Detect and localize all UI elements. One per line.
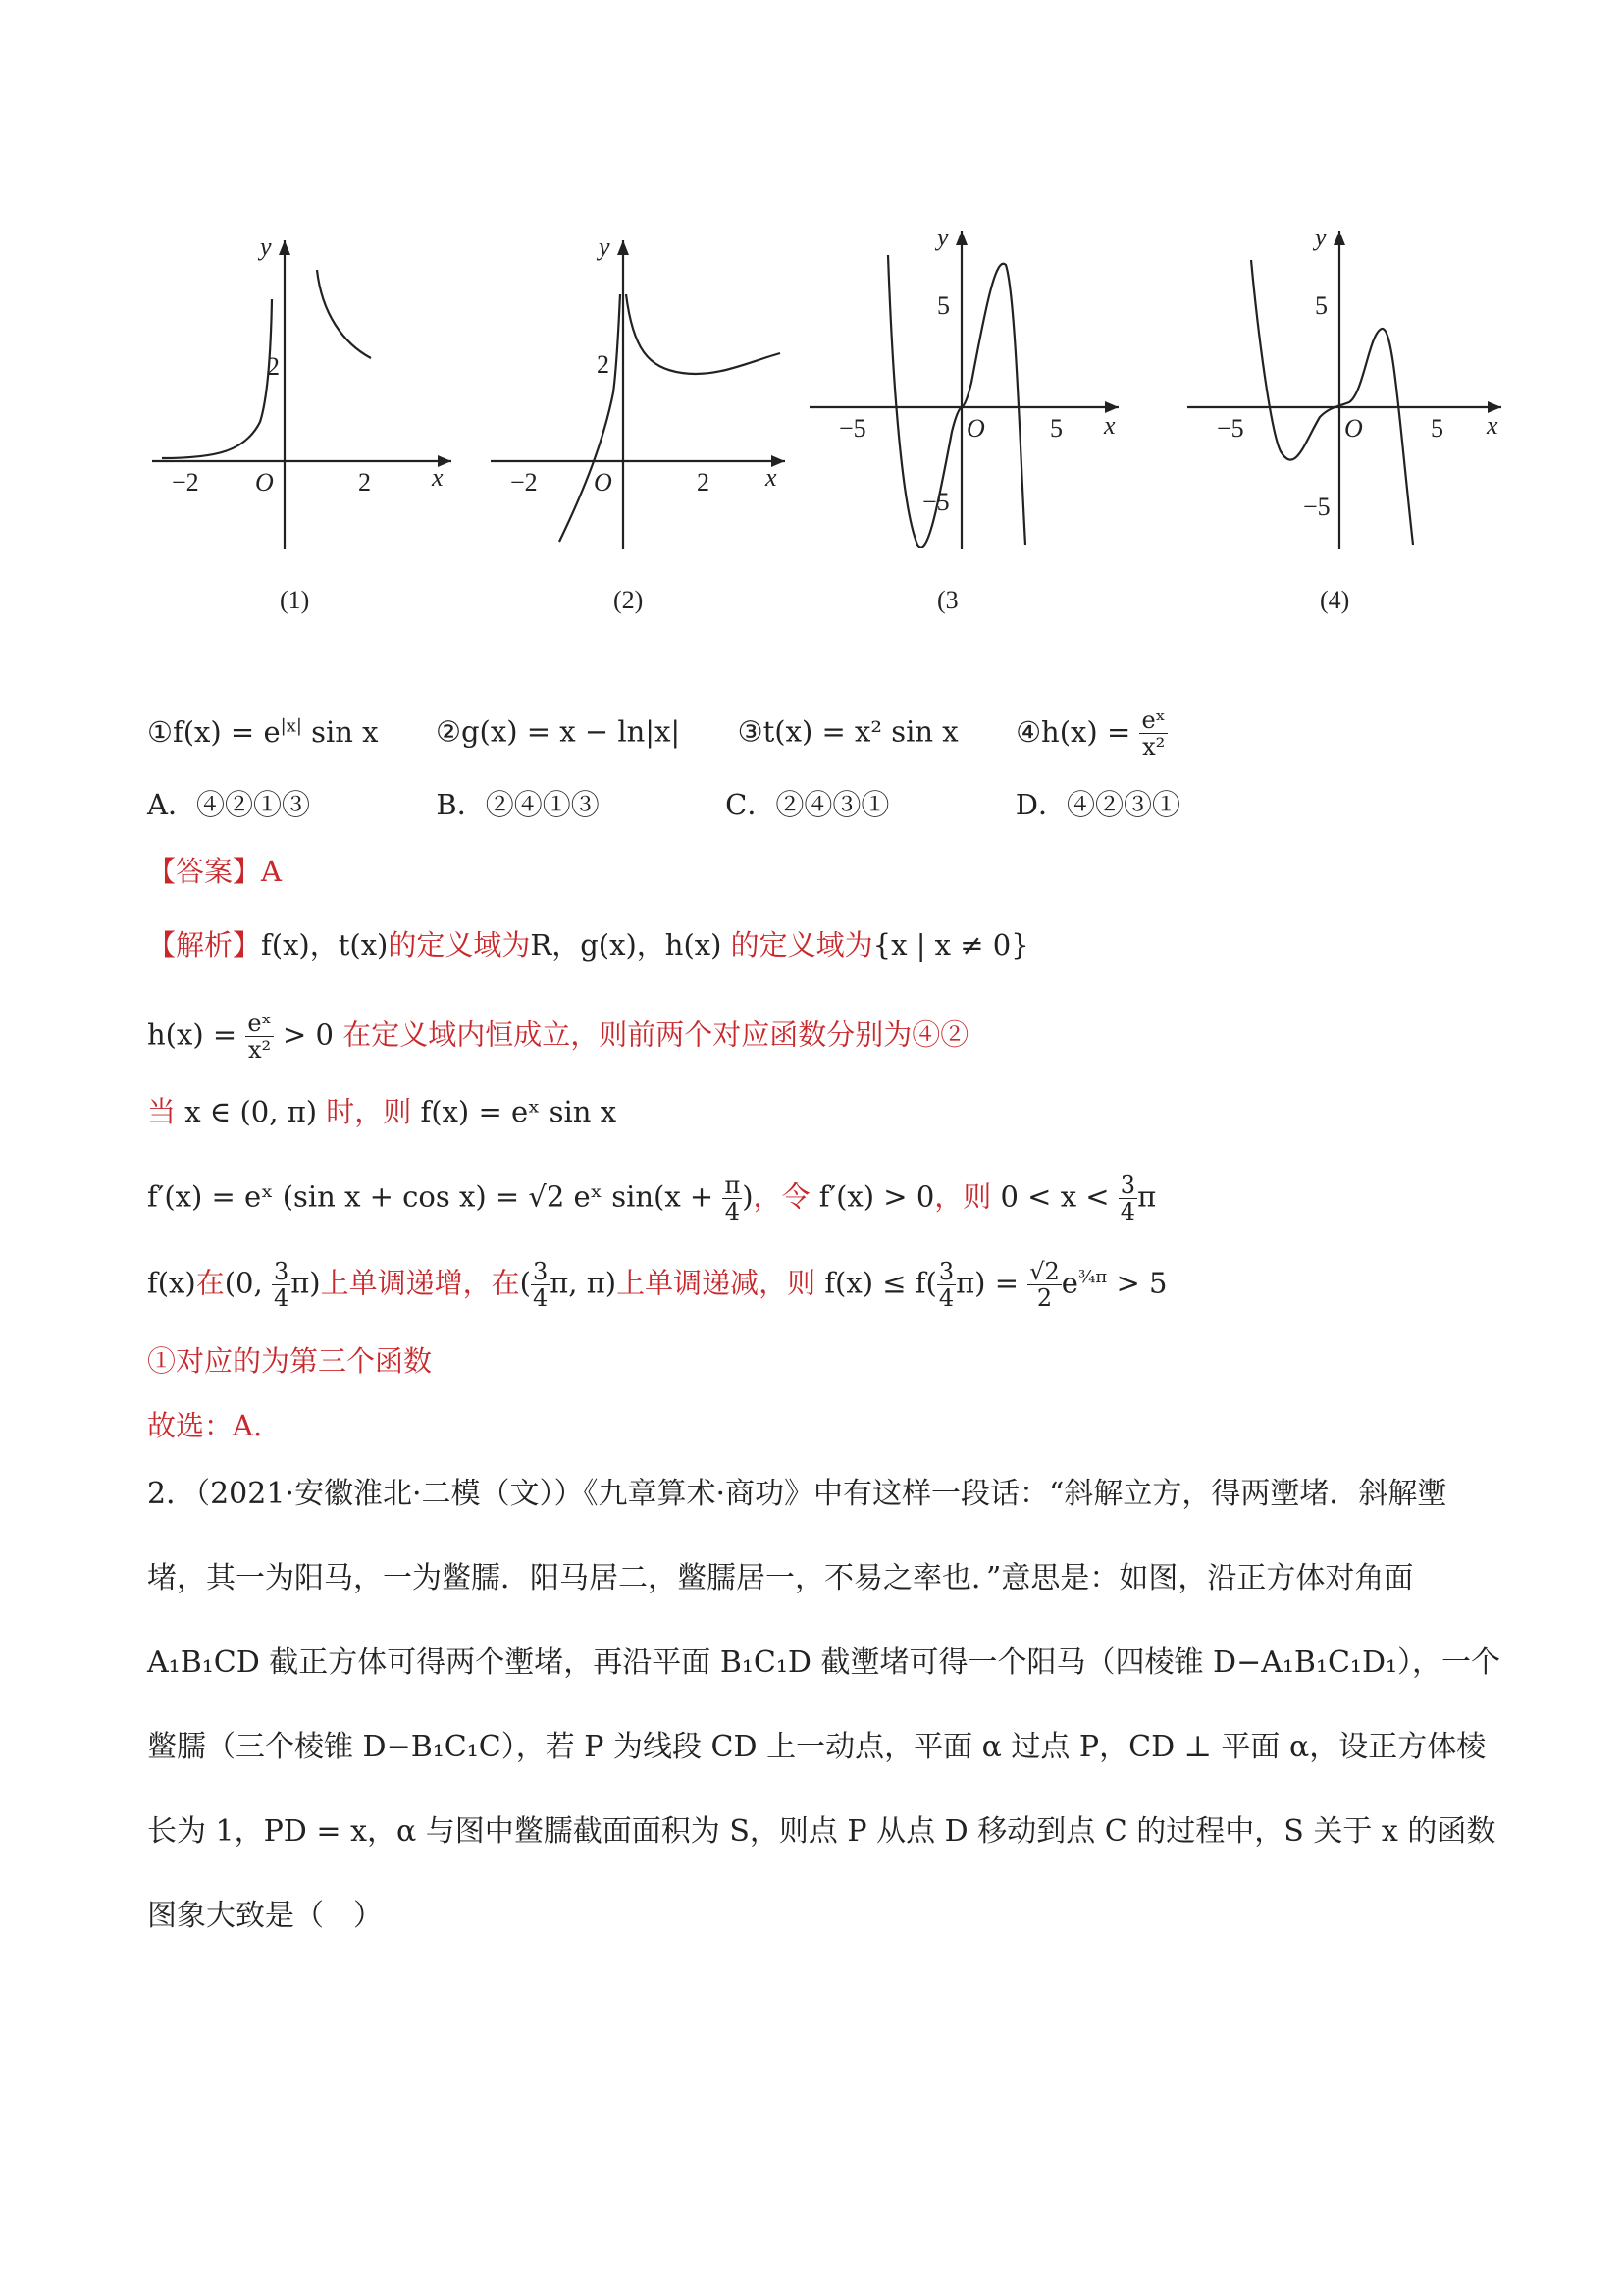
analysis-line-5: f(x)在(0, $\frac{3}{4}$ π)上单调递增，在( $\frac{3}{4}$ π, π)上单调递减，则 f(x) ≤ f( $\frac{3}{4}$ π) = $\frac{√2}{2}$ $e^{\frac{3}{4}\pi} > 5$	[147, 1258, 1168, 1313]
graph-4-tick-neg: −5	[1217, 414, 1244, 443]
analysis-conclusion: 故选：A.	[147, 1409, 263, 1442]
graph-4-tick-y-neg: −5	[1303, 493, 1331, 521]
answer	[147, 852, 282, 891]
graph-4-origin: O	[1344, 414, 1363, 443]
function-list	[147, 706, 1168, 759]
graph-2-y-label: y	[599, 233, 610, 261]
graph-3-tick-y-pos: 5	[937, 291, 950, 320]
function-1: ①f(x) = $e^{|x|}$ sin x	[147, 714, 379, 749]
analysis-line-1: 【解析】f(x)，t(x)的定义域为R，g(x)，h(x) 的定义域为{x | x ≠ 0}	[147, 928, 1029, 962]
graph-4-x-label: x	[1487, 411, 1498, 440]
answer-label: 【答案】	[147, 855, 262, 888]
analysis-line-6: ①对应的为第三个函数	[147, 1344, 433, 1378]
function-2: ②g(x) = x − ln|x|	[435, 714, 681, 749]
graph-4	[1187, 231, 1501, 549]
option-c[interactable]: C．②④③①	[725, 788, 890, 821]
graph-2-x-label: x	[765, 463, 777, 492]
graph-3-y-label: y	[937, 223, 949, 251]
graph-1-origin: O	[255, 468, 274, 496]
graph-1-x-label: x	[432, 463, 444, 492]
graph-3	[810, 231, 1119, 549]
function-graphs	[137, 216, 1531, 628]
option-d[interactable]: D．④②③①	[1015, 788, 1181, 821]
graph-3-caption: (3	[937, 586, 959, 614]
option-a[interactable]: A．④②①③	[147, 788, 310, 821]
graph-3-origin: O	[967, 414, 985, 443]
function-4: ④h(x) = $\frac{\text{eˣ}}{\text{x²}}$	[1016, 706, 1166, 761]
options	[147, 785, 1180, 824]
graph-4-tick-y-pos: 5	[1315, 291, 1328, 320]
graph-1-tick-pos: 2	[358, 468, 371, 496]
graph-1-caption: (1)	[280, 586, 310, 614]
analysis-line-4: f′(x) = eˣ (sin x + cos x) = √2 eˣ sin(x + $\frac{\pi}{4}$ )，令 f′(x) > 0，则 0 < x < $\frac{3}{4}$ π	[147, 1172, 1157, 1226]
graph-2-tick-neg: −2	[510, 468, 538, 496]
graph-1-y-label: y	[260, 233, 272, 261]
graph-2-tick-y: 2	[597, 350, 609, 379]
graph-2	[491, 240, 785, 549]
graph-1-tick-y: 2	[267, 352, 280, 381]
graph-4-caption: (4)	[1320, 586, 1350, 614]
function-3: ③t(x) = x² sin x	[737, 714, 959, 749]
graph-3-tick-neg: −5	[839, 414, 866, 443]
graph-4-y-label: y	[1315, 223, 1327, 251]
graph-3-x-label: x	[1104, 411, 1116, 440]
analysis-line-3: 当 x ∈ (0, π) 时，则 f(x) = eˣ sin x	[147, 1095, 617, 1128]
graph-2-caption: (2)	[613, 586, 644, 614]
graph-1-tick-neg: −2	[172, 468, 199, 496]
answer-value: A	[261, 855, 282, 888]
analysis-label: 【解析】	[147, 928, 262, 962]
graph-3-tick-pos: 5	[1050, 414, 1063, 443]
graph-4-tick-pos: 5	[1431, 414, 1443, 443]
graph-2-origin: O	[594, 468, 612, 496]
analysis-line-2: h(x) = $\frac{\text{eˣ}}{\text{x²}}$ > 0 在定义域内恒成立，则前两个对应函数分别为④②	[147, 1010, 969, 1064]
option-b[interactable]: B．②④①③	[436, 788, 600, 821]
problem-2: 2．（2021·安徽淮北·二模（文））《九章算术·商功》中有这样一段话：“斜解立方，得两壍堵．斜解壍堵，其一为阳马，一为鳖臑．阳马居二，鳖臑居一，不易之率也．”意思是：如图，沿正方体对角面 A₁B₁CD 截正方体可得两个壍堵，再沿平面 B₁C₁D 截壍堵可得一个阳马（四棱锥 D−A₁B₁C₁D₁），一个鳖臑（三个棱锥 D−B₁C₁C），若 P 为线段 CD 上一动点，平面 α 过点 P，CD ⊥ 平面 α，设正方体棱长为 1，PD = x，α 与图中鳖臑截面面积为 S，则点 P 从点 D 移动到点 C 的过程中，S 关于 x 的函数图象大致是（ ）	[147, 1477, 1501, 1933]
graph-2-tick-pos: 2	[697, 468, 709, 496]
graph-1	[152, 240, 451, 549]
graph-3-tick-y-neg: −5	[922, 488, 950, 516]
